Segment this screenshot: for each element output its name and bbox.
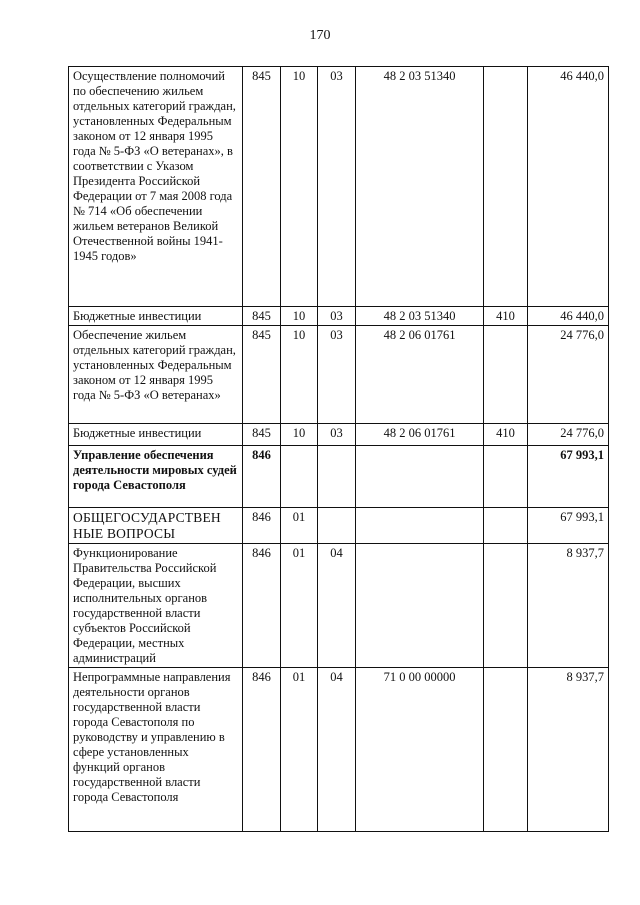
row-subsection-code: 03 xyxy=(318,326,356,424)
row-amount: 46 440,0 xyxy=(528,67,609,307)
row-name: Обеспечение жильем отдельных категорий граждан, установленных Федеральным законом от 12 января 1995 года № 5-ФЗ «О ветеранах» xyxy=(69,326,243,424)
table-row xyxy=(69,508,609,544)
table-row xyxy=(69,668,609,832)
row-expense-type xyxy=(484,67,528,307)
table-row xyxy=(69,67,609,307)
row-target-article: 71 0 00 00000 xyxy=(356,668,484,832)
row-expense-type xyxy=(484,544,528,668)
table-row xyxy=(69,446,609,508)
row-amount: 8 937,7 xyxy=(528,668,609,832)
row-department-code: 845 xyxy=(243,67,281,307)
row-target-article: 48 2 06 01761 xyxy=(356,424,484,446)
row-section-code: 01 xyxy=(281,508,318,544)
row-department-code: 845 xyxy=(243,424,281,446)
row-target-article xyxy=(356,544,484,668)
row-section-code: 01 xyxy=(281,544,318,668)
row-department-code: 846 xyxy=(243,446,281,508)
table-row xyxy=(69,307,609,326)
row-section-code: 10 xyxy=(281,307,318,326)
row-name: ОБЩЕГОСУДАРСТВЕН НЫЕ ВОПРОСЫ xyxy=(69,508,243,544)
row-subsection-code: 04 xyxy=(318,544,356,668)
row-target-article xyxy=(356,508,484,544)
row-subsection-code: 03 xyxy=(318,424,356,446)
row-section-code: 01 xyxy=(281,668,318,832)
row-subsection-code: 03 xyxy=(318,67,356,307)
row-expense-type xyxy=(484,508,528,544)
row-name: Непрограммные направления деятельности органов государственной власти города Севастополя по руководству и управлению в сфере установленных функций органов государственной власти города Севастополя xyxy=(69,668,243,832)
row-department-code: 845 xyxy=(243,307,281,326)
row-expense-type: 410 xyxy=(484,307,528,326)
row-section-code: 10 xyxy=(281,326,318,424)
table-row xyxy=(69,424,609,446)
row-section-code: 10 xyxy=(281,424,318,446)
row-subsection-code xyxy=(318,446,356,508)
row-expense-type: 410 xyxy=(484,424,528,446)
budget-table xyxy=(68,66,609,832)
row-amount: 67 993,1 xyxy=(528,446,609,508)
row-target-article: 48 2 03 51340 xyxy=(356,307,484,326)
row-amount: 46 440,0 xyxy=(528,307,609,326)
row-department-code: 845 xyxy=(243,326,281,424)
row-target-article: 48 2 03 51340 xyxy=(356,67,484,307)
row-expense-type xyxy=(484,326,528,424)
row-amount: 67 993,1 xyxy=(528,508,609,544)
row-department-code: 846 xyxy=(243,508,281,544)
row-expense-type xyxy=(484,668,528,832)
table-row xyxy=(69,544,609,668)
row-target-article xyxy=(356,446,484,508)
row-section-code xyxy=(281,446,318,508)
row-subsection-code xyxy=(318,508,356,544)
table-row xyxy=(69,326,609,424)
row-target-article: 48 2 06 01761 xyxy=(356,326,484,424)
row-section-code: 10 xyxy=(281,67,318,307)
row-amount: 8 937,7 xyxy=(528,544,609,668)
row-name: Бюджетные инвестиции xyxy=(69,424,243,446)
row-expense-type xyxy=(484,446,528,508)
row-amount: 24 776,0 xyxy=(528,326,609,424)
row-amount: 24 776,0 xyxy=(528,424,609,446)
row-name: Осуществление полномочий по обеспечению жильем отдельных категорий граждан, установленных Федеральным законом от 12 января 1995 года № 5-ФЗ «О ветеранах», в соответствии с Указом Президента Российской Федерации от 7 мая 2008 года № 714 «Об обеспечении жильем ветеранов Великой Отечественной войны 1941-1945 годов» xyxy=(69,67,243,307)
row-subsection-code: 03 xyxy=(318,307,356,326)
row-name: Управление обеспечения деятельности мировых судей города Севастополя xyxy=(69,446,243,508)
row-name: Бюджетные инвестиции xyxy=(69,307,243,326)
page-number: 170 xyxy=(309,28,331,43)
row-name: Функционирование Правительства Российской Федерации, высших исполнительных органов государственной власти субъектов Российской Федерации, местных администраций xyxy=(69,544,243,668)
row-department-code: 846 xyxy=(243,668,281,832)
row-department-code: 846 xyxy=(243,544,281,668)
row-subsection-code: 04 xyxy=(318,668,356,832)
